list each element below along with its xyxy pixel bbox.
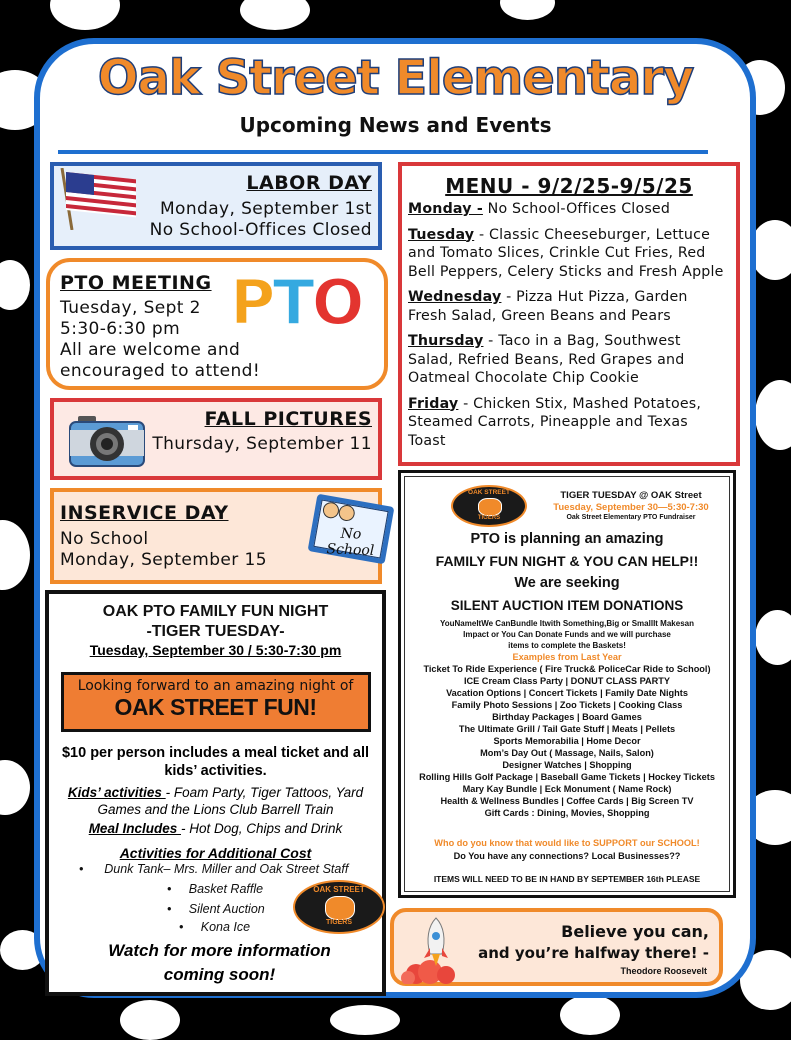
flyer-example-1: Ticket To Ride Experience ( Fire Truck& PoliceCar Ride to School) bbox=[423, 664, 711, 674]
activity-bullet-2: • Basket Raffle bbox=[167, 882, 264, 896]
flyer-example-2: ICE Cream Class Party | DONUT CLASS PARTY bbox=[463, 676, 671, 686]
inservice-box bbox=[50, 488, 382, 584]
flyer-logo-top: OAK STREET bbox=[468, 489, 510, 496]
watch-line2: coming soon! bbox=[163, 965, 276, 984]
subtitle: Upcoming News and Events bbox=[239, 113, 552, 137]
fun-night-heading2: -TIGER TUESDAY- bbox=[146, 623, 285, 640]
pto-meeting-line1: All are welcome and bbox=[60, 340, 241, 360]
flyer-intro2: Impact or You Can Donate Funds and we will purchase bbox=[463, 630, 671, 639]
kids-activities: Kids’ activities - Foam Party, Tiger Tattoos, Yard Games and the Lions Club Barrell Train bbox=[67, 785, 364, 817]
fun-night-date: Tuesday, September 30 / 5:30-7:30 pm bbox=[89, 642, 342, 658]
menu-item-thursday: Thursday - Taco in a Bag, Southwest Salad, Refried Beans, Red Grapes and Oatmeal Chocolate Chip Cookie bbox=[408, 333, 685, 386]
activity-bullet-1: • Dunk Tank– Mrs. Miller and Oak Street Staff bbox=[79, 862, 349, 876]
banner-small-text: Looking forward to an amazing night of bbox=[77, 678, 354, 694]
pto-meeting-box bbox=[46, 258, 388, 390]
pto-meeting-line2: encouraged to attend! bbox=[60, 361, 261, 381]
flyer-headline1: PTO is planning an amazing bbox=[470, 531, 664, 547]
flyer-headline4: SILENT AUCTION ITEM DONATIONS bbox=[450, 598, 684, 613]
divider bbox=[58, 150, 708, 154]
watch-line1: Watch for more information bbox=[108, 941, 331, 960]
menu-box bbox=[398, 162, 740, 466]
flyer-example-3: Vacation Options | Concert Tickets | Family Date Nights bbox=[446, 688, 688, 698]
quote-box bbox=[390, 908, 723, 986]
fall-pictures-date: Thursday, September 11 bbox=[152, 434, 372, 454]
flyer-intro3: items to complete the Baskets! bbox=[508, 641, 626, 650]
flyer-event-date: Tuesday, September 30—5:30-7:30 bbox=[553, 502, 709, 513]
pto-meeting-time: 5:30-6:30 pm bbox=[60, 319, 181, 339]
flyer-tiger-logo bbox=[451, 485, 527, 527]
menu-item-friday: Friday - Chicken Stix, Mashed Potatoes, Steamed Carrots, Pineapple and Texas Toast bbox=[408, 395, 702, 449]
activity-bullet-4: • Kona Ice bbox=[179, 920, 251, 934]
flyer-logo-bottom: TIGERS bbox=[477, 515, 501, 521]
fall-pictures-box bbox=[50, 398, 382, 480]
pto-logo-t: T bbox=[272, 266, 312, 339]
tiger-logo-bottom: TIGERS bbox=[325, 919, 353, 926]
flyer-example-5: Birthday Packages | Board Games bbox=[492, 712, 642, 722]
menu-item-tuesday: Tuesday - Classic Cheeseburger, Lettuce and Tomato Slices, Crinkle Cut Fries, Red Bell Peppers, Celery Sticks and Fresh Apple bbox=[408, 226, 724, 280]
school-name: Oak Street Elementary bbox=[97, 50, 694, 106]
fun-night-banner bbox=[61, 672, 371, 732]
inservice-title: INSERVICE DAY bbox=[60, 502, 229, 524]
activity-bullet-3: • Silent Auction bbox=[167, 902, 265, 916]
pto-logo-o: O bbox=[311, 266, 362, 339]
flyer-example-4: Family Photo Sessions | Zoo Tickets | Cooking Class bbox=[451, 700, 683, 710]
flyer-headline3: We are seeking bbox=[514, 575, 620, 591]
menu-title: MENU - 9/2/25-9/5/25 bbox=[445, 174, 693, 198]
additional-activities-heading: Activities for Additional Cost bbox=[119, 845, 312, 861]
banner-large-text: OAK STREET FUN! bbox=[114, 694, 317, 720]
flyer-examples-heading: Examples from Last Year bbox=[512, 652, 622, 662]
flyer-event-sub: Oak Street Elementary PTO Fundraiser bbox=[566, 514, 696, 521]
american-flag-icon bbox=[58, 168, 140, 230]
flyer-example-9: Designer Watches | Shopping bbox=[502, 760, 632, 770]
menu-item-wednesday: Wednesday - Pizza Hut Pizza, Garden Fresh Salad, Green Beans and Pears bbox=[408, 289, 688, 324]
flyer-support: Who do you know that would like to SUPPORT our SCHOOL! bbox=[434, 838, 700, 848]
flyer-deadline: ITEMS WILL NEED TO BE IN HAND BY SEPTEMBER 16th PLEASE bbox=[433, 874, 701, 884]
flyer-example-11: Mary Kay Bundle | Eck Monument ( Name Rock) bbox=[462, 784, 672, 794]
flyer-example-12: Health & Wellness Bundles | Coffee Cards | Big Screen TV bbox=[440, 796, 694, 806]
flyer-example-7: Sports Memorabilia | Home Decor bbox=[493, 736, 641, 746]
pto-meeting-date: Tuesday, Sept 2 bbox=[60, 298, 201, 318]
rocket-icon bbox=[396, 914, 468, 984]
fun-night-box bbox=[45, 590, 386, 996]
camera-icon bbox=[68, 414, 146, 470]
flyer-example-6: The Ultimate Grill / Tail Gate Stuff | Meats | Pellets bbox=[458, 724, 676, 734]
pto-meeting-title: PTO MEETING bbox=[60, 272, 212, 294]
menu-item-monday: Monday - No School-Offices Closed bbox=[408, 201, 671, 217]
silent-auction-flyer bbox=[398, 470, 736, 898]
inservice-line2: Monday, September 15 bbox=[60, 550, 267, 570]
pto-logo-p: P bbox=[230, 266, 273, 339]
flyer-event-title: TIGER TUESDAY @ OAK Street bbox=[560, 490, 702, 501]
tiger-logo bbox=[293, 880, 385, 934]
meal-includes: Meal Includes - Hot Dog, Chips and Drink bbox=[88, 821, 343, 836]
fun-night-price: $10 per person includes a meal ticket and all kids’ activities. bbox=[61, 745, 370, 779]
fun-night-heading1: OAK PTO FAMILY FUN NIGHT bbox=[102, 603, 329, 620]
quote-line2: and you’re halfway there! - bbox=[478, 944, 709, 962]
flyer-connections: Do You have any connections? Local Businesses?? bbox=[453, 851, 681, 861]
labor-day-date: Monday, September 1st bbox=[159, 199, 372, 219]
quote-line1: Believe you can, bbox=[561, 922, 709, 941]
fall-pictures-title: FALL PICTURES bbox=[204, 408, 372, 430]
flyer-headline2: FAMILY FUN NIGHT & YOU CAN HELP!! bbox=[435, 553, 699, 569]
flyer-intro1: YouNameItWe CanBundle Itwith Something,Big or SmallIt Makesan bbox=[440, 619, 694, 628]
flyer-example-8: Mom’s Day Out ( Massage, Nails, Salon) bbox=[480, 748, 654, 758]
flyer-example-10: Rolling Hills Golf Package | Baseball Game Tickets | Hockey Tickets bbox=[419, 772, 715, 782]
inservice-line1: No School bbox=[60, 529, 149, 549]
flyer-example-13: Gift Cards : Dining, Movies, Shopping bbox=[484, 808, 650, 818]
tiger-logo-top: OAK STREET bbox=[313, 885, 365, 894]
labor-day-title: LABOR DAY bbox=[246, 172, 372, 194]
quote-author: Theodore Roosevelt bbox=[620, 966, 707, 976]
no-school-sign-text: No School bbox=[326, 525, 375, 559]
pto-logo bbox=[230, 266, 361, 339]
labor-day-box bbox=[50, 162, 382, 250]
no-school-sign bbox=[308, 494, 395, 565]
labor-day-note: No School-Offices Closed bbox=[149, 220, 372, 240]
